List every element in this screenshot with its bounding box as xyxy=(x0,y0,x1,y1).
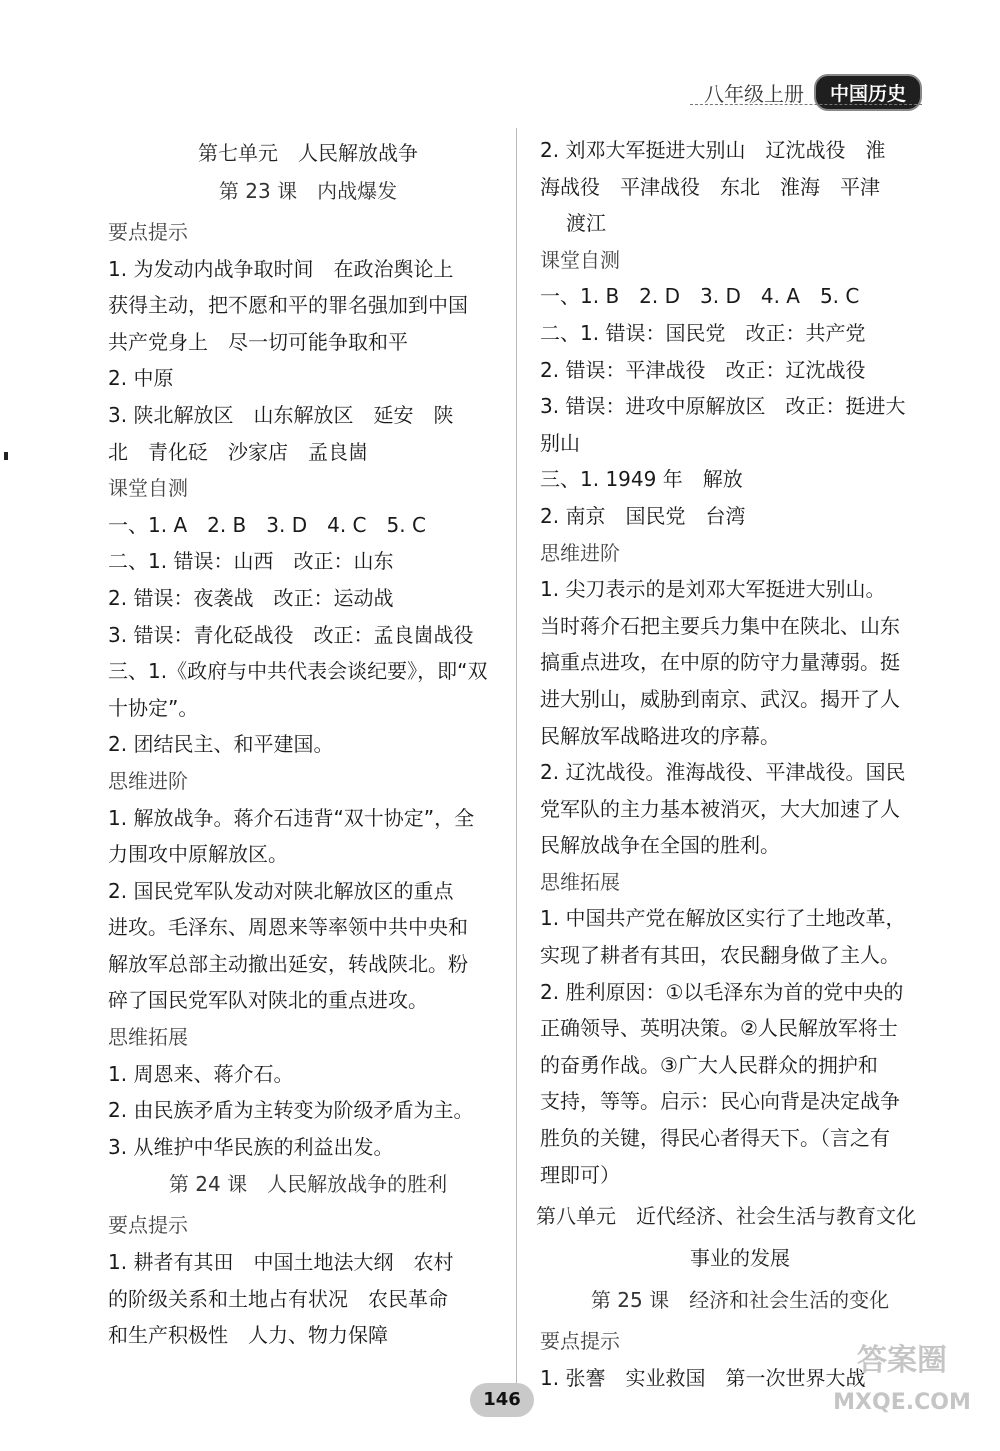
unit-title-continued: 事业的发展 xyxy=(690,1246,790,1271)
unit-title: 第八单元 近代经济、社会生活与教育文化 xyxy=(536,1204,916,1229)
answer-line: 当时蒋介石把主要兵力集中在陕北、山东 xyxy=(540,613,900,638)
answer-line: 2. 刘邓大军挺进大别山 辽沈战役 淮 xyxy=(540,138,886,162)
left-column xyxy=(108,132,508,1354)
section-heading: 要点提示 xyxy=(108,220,188,244)
answer-line: 十协定”。 xyxy=(108,695,199,720)
answer-line: 解放军总部主动撤出延安，转战陕北。粉 xyxy=(108,951,468,976)
answer-line: 二、1. 错误：山西 改正：山东 xyxy=(108,549,394,574)
answer-line: 2. 错误：夜袭战 改正：运动战 xyxy=(108,585,394,610)
answer-line: 2. 辽沈战役。淮海战役、平津战役。国民 xyxy=(540,760,906,785)
answer-line: 2. 中原 xyxy=(108,366,174,391)
answer-line: 别山 xyxy=(540,430,580,455)
answer-line: 1. 周恩来、蒋介石。 xyxy=(108,1061,294,1086)
answer-line: 三、1. 1949 年 解放 xyxy=(540,467,743,492)
answer-line: 搞重点进攻，在中原的防守力量薄弱。挺 xyxy=(540,650,900,675)
section-heading: 思维拓展 xyxy=(540,869,620,894)
header-rule xyxy=(690,104,922,105)
answer-line: 实现了耕者有其田，农民翻身做了主人。 xyxy=(540,943,900,968)
answer-line: 2. 由民族矛盾为主转变为阶级矛盾为主。 xyxy=(108,1098,474,1123)
watermark-line: MXQE.COM xyxy=(833,1390,971,1415)
answer-line: 2. 胜利原因：①以毛泽东为首的党中央的 xyxy=(540,979,904,1004)
answer-line: 海战役 平津战役 东北 淮海 平津 xyxy=(540,174,880,199)
answer-line: 渡江 xyxy=(566,211,606,236)
answer-line: 三、1.《政府与中共代表会谈纪要》，即“双 xyxy=(108,659,488,684)
unit-title: 第七单元 人民解放战争 xyxy=(198,141,418,165)
answer-line: 民解放战争在全国的胜利。 xyxy=(540,833,780,858)
answer-line: 的阶级关系和土地占有状况 农民革命 xyxy=(108,1286,448,1311)
section-heading: 要点提示 xyxy=(540,1329,620,1354)
column-divider xyxy=(516,128,517,1383)
answer-line: 二、1. 错误：国民党 改正：共产党 xyxy=(540,320,866,345)
answer-line: 2. 国民党军队发动对陕北解放区的重点 xyxy=(108,878,454,903)
answer-line: 共产党身上 尽一切可能争取和平 xyxy=(108,329,408,354)
answer-line: 党军队的主力基本被消灭，大大加速了人 xyxy=(540,796,900,821)
answer-line: 3. 错误：进攻中原解放区 改正：挺进大 xyxy=(540,394,906,419)
page-number: 146 xyxy=(470,1383,534,1417)
watermark xyxy=(822,1340,982,1440)
lesson-title: 第 24 课 人民解放战争的胜利 xyxy=(168,1172,448,1197)
answer-line: 2. 南京 国民党 台湾 xyxy=(540,503,746,528)
answer-line: 1. 耕者有其田 中国土地法大纲 农村 xyxy=(108,1250,454,1275)
answer-line: 1. 张謇 实业救国 第一次世界大战 xyxy=(540,1365,866,1390)
answer-line: 正确领导、英明决策。②人民解放军将士 xyxy=(540,1016,898,1041)
answer-line: 碎了国民党军队对陕北的重点进攻。 xyxy=(108,988,428,1013)
answer-line: 的奋勇作战。③广大人民群众的拥护和 xyxy=(540,1052,878,1077)
answer-line: 1. 中国共产党在解放区实行了土地改革， xyxy=(540,906,906,931)
answer-line: 1. 为发动内战争取时间 在政治舆论上 xyxy=(108,256,454,281)
right-column xyxy=(536,132,940,1396)
section-heading: 思维进阶 xyxy=(108,768,188,793)
answer-line: 一、1. B 2. D 3. D 4. A 5. C xyxy=(540,284,860,309)
section-heading: 要点提示 xyxy=(108,1213,188,1238)
section-heading: 思维进阶 xyxy=(540,540,620,565)
answer-line: 获得主动，把不愿和平的罪名强加到中国 xyxy=(108,293,468,318)
answer-line: 支持，等等。启示：民心向背是决定战争 xyxy=(540,1089,900,1114)
answer-line: 1. 解放战争。蒋介石违背“双十协定”，全 xyxy=(108,805,475,830)
answer-line: 进攻。毛泽东、周恩来等率领中共中央和 xyxy=(108,915,468,940)
lesson-title: 第 23 课 内战爆发 xyxy=(218,179,398,203)
answer-line: 进大别山，威胁到南京、武汉。揭开了人 xyxy=(540,686,900,711)
section-heading: 思维拓展 xyxy=(108,1025,188,1050)
answer-line: 2. 团结民主、和平建国。 xyxy=(108,732,334,757)
answer-line: 一、1. A 2. B 3. D 4. C 5. C xyxy=(108,512,426,537)
section-heading: 课堂自测 xyxy=(540,247,620,272)
answer-line: 北 青化砭 沙家店 孟良崮 xyxy=(108,439,368,464)
answer-line: 3. 陕北解放区 山东解放区 延安 陕 xyxy=(108,402,454,427)
answer-line: 2. 错误：平津战役 改正：辽沈战役 xyxy=(540,357,866,382)
page-header xyxy=(704,74,922,111)
lesson-title: 第 25 课 经济和社会生活的变化 xyxy=(590,1288,890,1313)
answer-line: 胜负的关键，得民心者得天下。（言之有 xyxy=(540,1126,890,1151)
answer-line: 力围攻中原解放区。 xyxy=(108,842,288,867)
answer-line: 和生产积极性 人力、物力保障 xyxy=(108,1323,388,1348)
answer-line: 民解放军战略进攻的序幕。 xyxy=(540,723,780,748)
watermark-line: 答案圈 xyxy=(857,1343,947,1378)
answer-line: 3. 从维护中华民族的利益出发。 xyxy=(108,1134,394,1159)
grade-label: 八年级上册 xyxy=(703,82,804,106)
section-heading: 课堂自测 xyxy=(108,476,188,501)
answer-line: 理即可） xyxy=(540,1162,620,1187)
answer-line: 3. 错误：青化砭战役 改正：孟良崮战役 xyxy=(108,622,474,647)
scan-mark xyxy=(4,452,8,460)
answer-line: 1. 尖刀表示的是刘邓大军挺进大别山。 xyxy=(540,577,886,602)
subject-badge: 中国历史 xyxy=(814,74,922,111)
